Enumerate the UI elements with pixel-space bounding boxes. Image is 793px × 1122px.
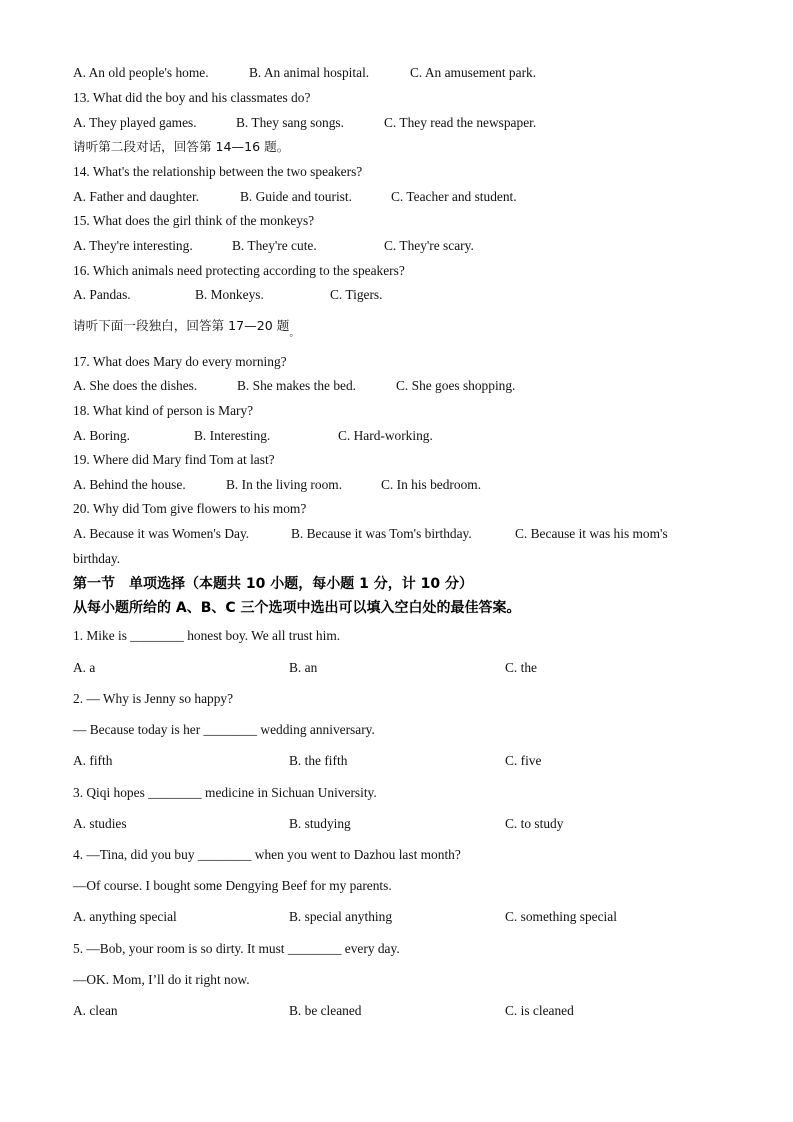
mc-q1-stem: 1. Mike is ________ honest boy. We all trust him.: [73, 628, 341, 643]
mc-q1-option-b: B. an: [289, 660, 318, 675]
q18-question: 18. What kind of person is Mary?: [73, 403, 254, 418]
q20-option-c-continuation: birthday.: [73, 551, 121, 566]
mc-q2-option-b: B. the fifth: [289, 753, 348, 768]
q19-option-c: C. In his bedroom.: [381, 477, 482, 492]
q20-option-a: A. Because it was Women's Day.: [73, 526, 250, 541]
q18-option-b: B. Interesting.: [194, 428, 271, 443]
mc-q3-option-c: C. to study: [505, 816, 564, 831]
mc-q4-option-c: C. something special: [505, 909, 617, 924]
mc-q1-option-c: C. the: [505, 660, 537, 675]
q17-option-b: B. She makes the bed.: [237, 378, 357, 393]
q19-question: 19. Where did Mary find Tom at last?: [73, 452, 275, 467]
q19-option-b: B. In the living room.: [226, 477, 343, 492]
q14-option-b: B. Guide and tourist.: [240, 189, 352, 204]
mc-q5-stem: 5. —Bob, your room is so dirty. It must ________ every day.: [73, 941, 400, 956]
mc-q5-option-a: A. clean: [73, 1003, 118, 1018]
mc-q2-stem: 2. — Why is Jenny so happy?: [73, 691, 234, 706]
mc-q2-reply: — Because today is her ________ wedding anniversary.: [73, 722, 375, 737]
q17-option-a: A. She does the dishes.: [73, 378, 198, 393]
q15-question: 15. What does the girl think of the monkeys?: [73, 213, 315, 228]
listening-instruction-2: 请听第二段对话，回答第 14—16 题。: [73, 139, 290, 154]
mc-q4-reply: —Of course. I bought some Dengying Beef for my parents.: [73, 878, 392, 893]
q15-option-a: A. They're interesting.: [73, 238, 193, 253]
mc-q5-option-b: B. be cleaned: [289, 1003, 362, 1018]
q13-option-c: C. They read the newspaper.: [384, 115, 537, 130]
q16-option-a: A. Pandas.: [73, 287, 131, 302]
q12-option-b: B. An animal hospital.: [249, 65, 370, 80]
mc-q4-stem: 4. —Tina, did you buy ________ when you went to Dazhou last month?: [73, 847, 461, 862]
q13-option-a: A. They played games.: [73, 115, 197, 130]
q17-question: 17. What does Mary do every morning?: [73, 354, 287, 369]
q12-option-a: A. An old people's home.: [73, 65, 209, 80]
q13-option-b: B. They sang songs.: [236, 115, 344, 130]
mc-q5-option-c: C. is cleaned: [505, 1003, 574, 1018]
q15-option-b: B. They're cute.: [232, 238, 317, 253]
q15-option-c: C. They're scary.: [384, 238, 474, 253]
q16-option-c: C. Tigers.: [330, 287, 383, 302]
q17-option-c: C. She goes shopping.: [396, 378, 516, 393]
q18-option-a: A. Boring.: [73, 428, 130, 443]
mc-q3-option-b: B. studying: [289, 816, 351, 831]
q16-question: 16. Which animals need protecting according to the speakers?: [73, 263, 405, 278]
mc-q3-stem: 3. Qiqi hopes ________ medicine in Sichuan University.: [73, 785, 377, 800]
q19-option-a: A. Behind the house.: [73, 477, 186, 492]
q14-option-a: A. Father and daughter.: [73, 189, 200, 204]
section-title: 第一节 单项选择（本题共 10 小题，每小题 1 分，计 10 分）: [73, 576, 473, 592]
q18-option-c: C. Hard-working.: [338, 428, 433, 443]
mc-q2-option-a: A. fifth: [73, 753, 113, 768]
section-instruction: 从每小题所给的 A、B、C 三个选项中选出可以填入空白处的最佳答案。: [73, 600, 521, 616]
mc-q2-option-c: C. five: [505, 753, 542, 768]
mc-q1-option-a: A. a: [73, 660, 96, 675]
q20-question: 20. Why did Tom give flowers to his mom?: [73, 501, 307, 516]
listening-instruction-3: 请听下面一段独白，回答第 17—20 题$_。$: [73, 318, 300, 339]
q14-question: 14. What's the relationship between the two speakers?: [73, 164, 363, 179]
q12-option-c: C. An amusement park.: [410, 65, 537, 80]
mc-q3-option-a: A. studies: [73, 816, 127, 831]
q13-question: 13. What did the boy and his classmates do?: [73, 90, 311, 105]
q14-option-c: C. Teacher and student.: [391, 189, 517, 204]
mc-q4-option-a: A. anything special: [73, 909, 177, 924]
mc-q5-reply: —OK. Mom, I’ll do it right now.: [73, 972, 250, 987]
q20-option-b: B. Because it was Tom's birthday.: [291, 526, 472, 541]
q16-option-b: B. Monkeys.: [195, 287, 264, 302]
mc-q4-option-b: B. special anything: [289, 909, 393, 924]
q20-option-c: C. Because it was his mom's: [515, 526, 668, 541]
